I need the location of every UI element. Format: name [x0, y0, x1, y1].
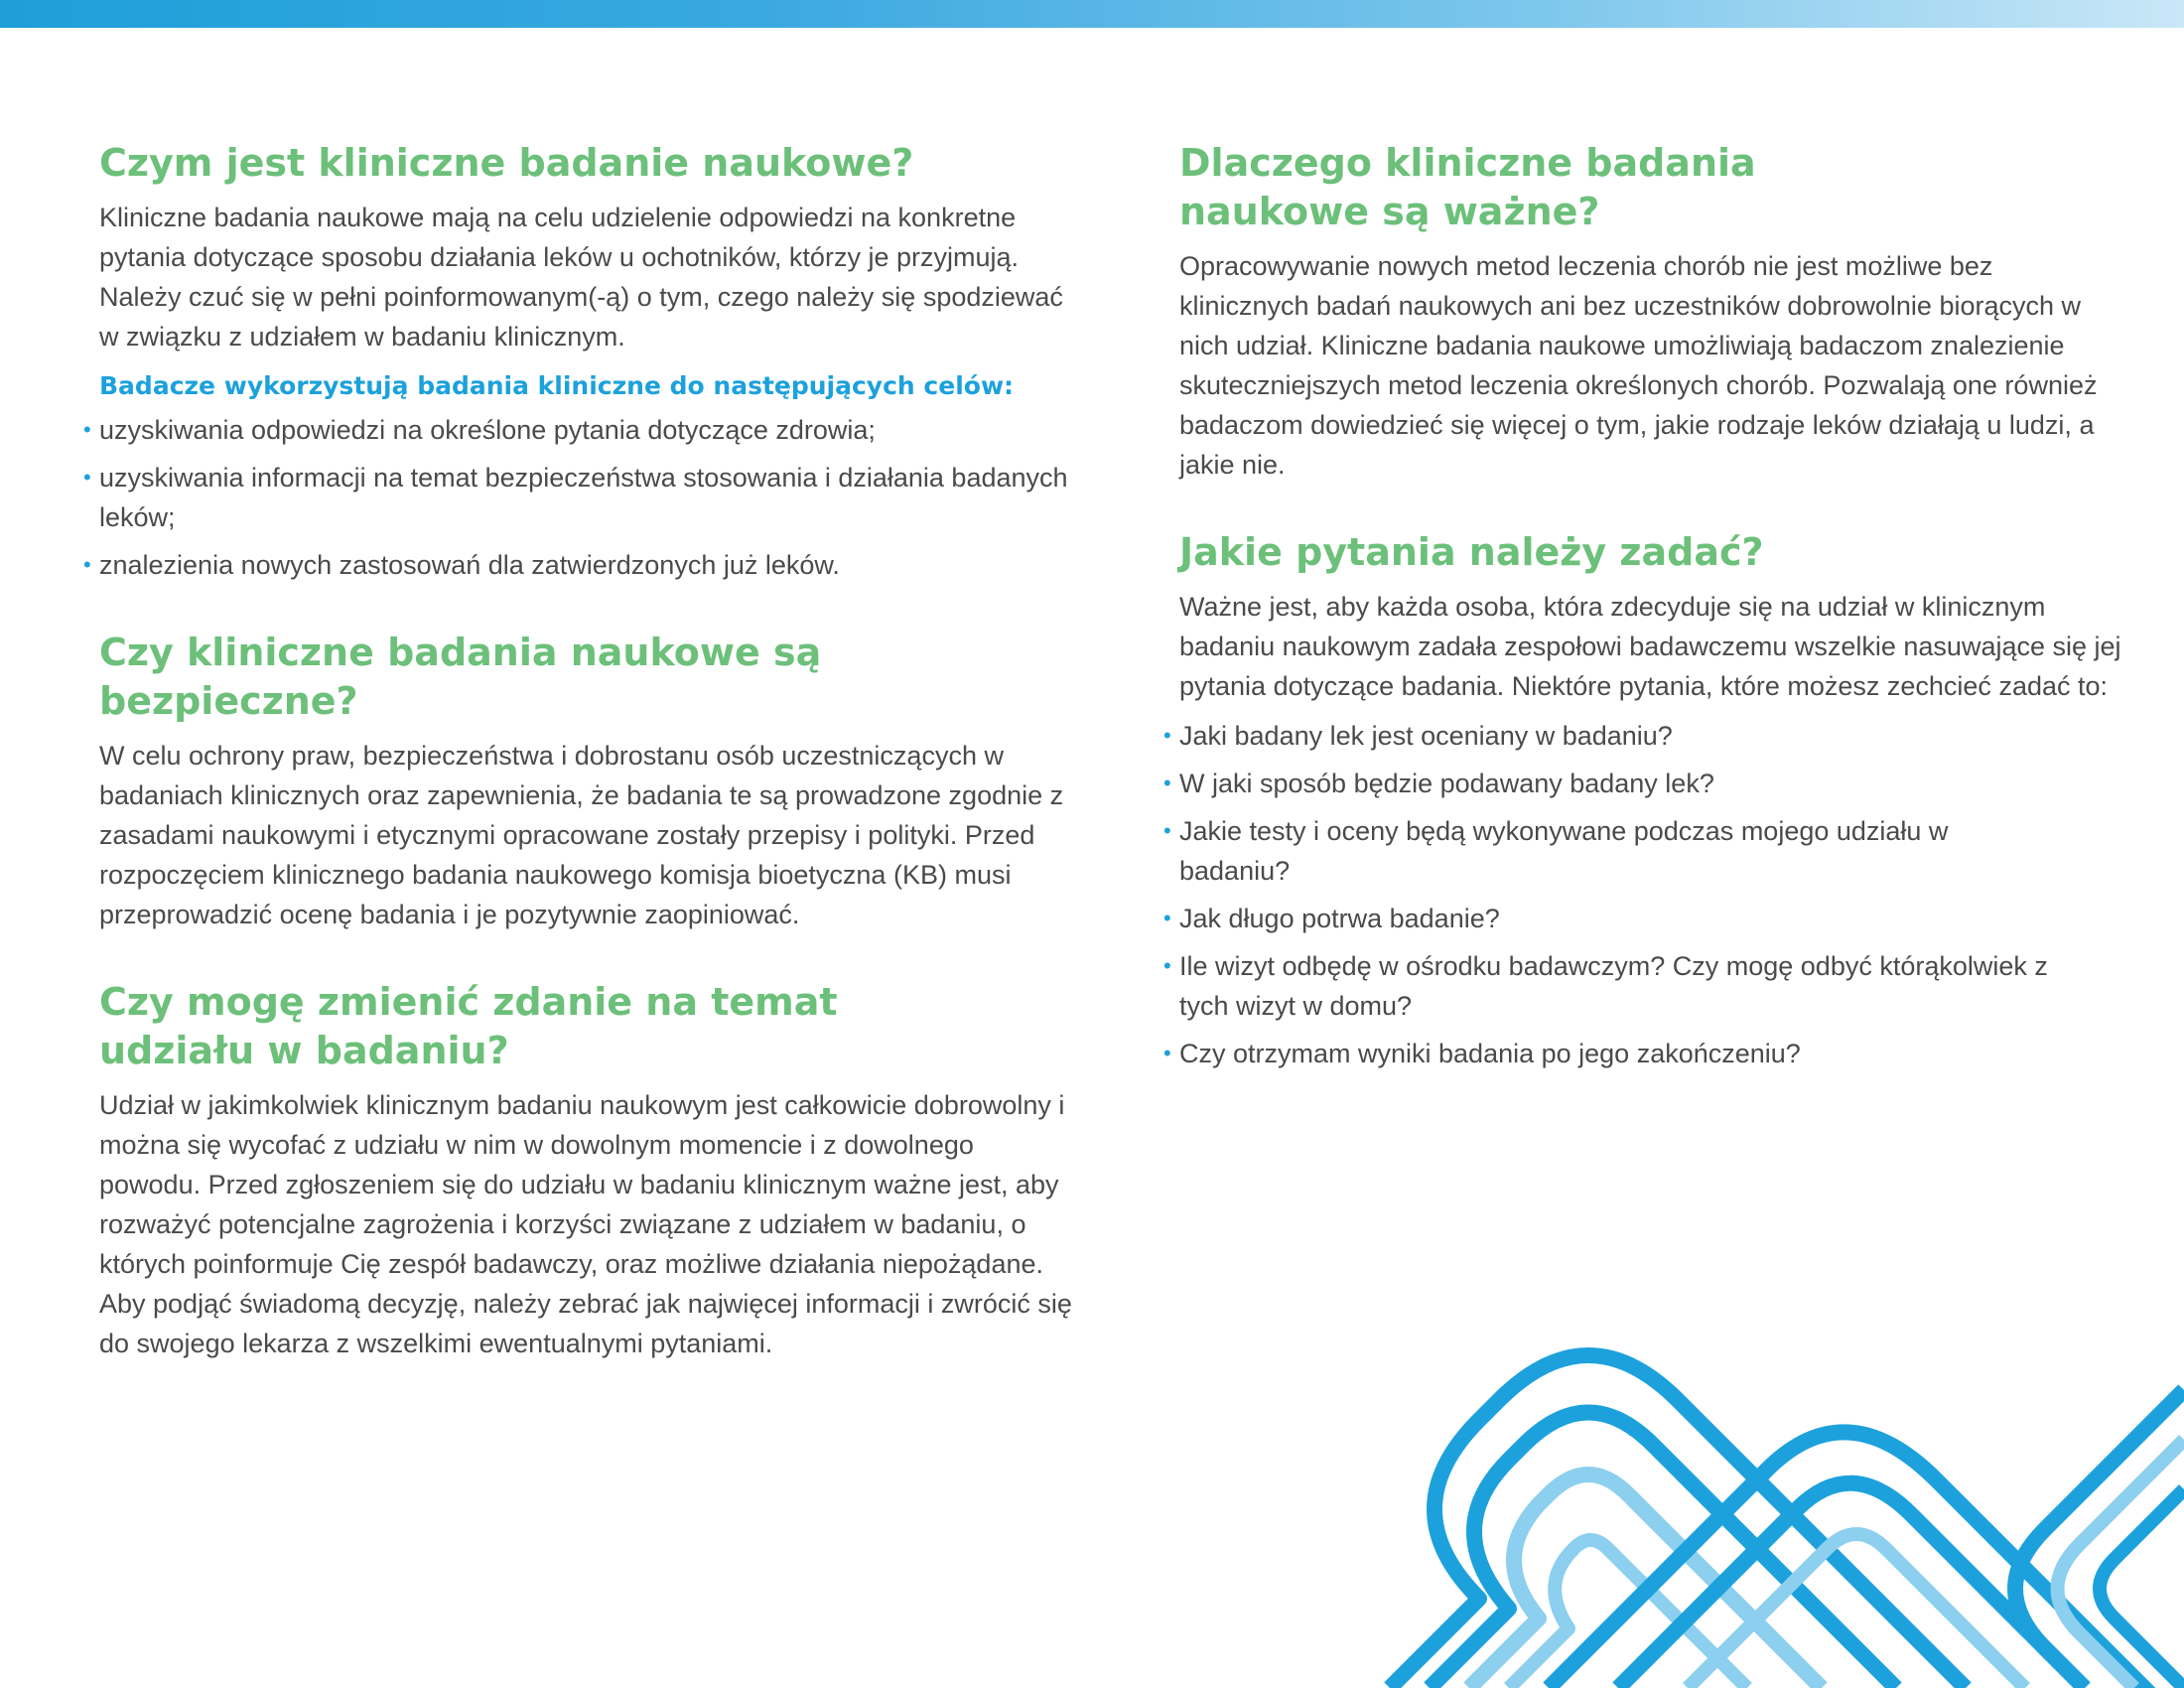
section-change-mind: [99, 978, 1077, 1363]
section-what-questions: [1179, 528, 2132, 1073]
section-body: Udział w jakimkolwiek klinicznym badaniu naukowym jest całkowicie dobrowolny i można się wycofać z udziału w nim w dowolnym momencie i z dowolnego powodu. Przed zgłoszeniem się do udziału w badaniu klinicznym ważne jest, aby rozważyć potencjalne zagrożenia i korzyści związane z udziałem w badaniu, o których poinformuje Cię zespół badawczy, oraz możliwe działania niepożądane. Aby podjąć świadomą decyzję, należy zebrać jak najwięcej informacji i zwrócić się do swojego lekarza z wszelkimi ewentualnymi pytaniami.: [99, 1090, 1072, 1358]
list-item: • W jaki sposób będzie podawany badany lek?: [1179, 764, 2132, 803]
list-item: • uzyskiwania informacji na temat bezpieczeństwa stosowania i działania badanych leków;: [99, 458, 1077, 537]
list-item: • uzyskiwania odpowiedzi na określone pytania dotyczące zdrowia;: [99, 410, 1077, 450]
section-heading: Czy mogę zmienić zdanie na temat udziału w badaniu?: [99, 980, 838, 1072]
section-body: Ważne jest, aby każda osoba, która zdecyduje się na udział w klinicznym badaniu naukowym zadała zespołowi badawczemu wszelkie nasuwające się jej pytania dotyczące badania. Niektóre pytania, które możesz zechcieć zadać to:: [1179, 592, 2121, 701]
section-heading: Czy kliniczne badania naukowe są bezpieczne?: [99, 631, 822, 723]
heart-ribbon-icon: [1330, 1241, 2184, 1688]
section-heading: Jakie pytania należy zadać?: [1179, 530, 1764, 574]
section-heading: Dlaczego kliniczne badania naukowe są ważne?: [1179, 141, 1756, 233]
list-item: • znalezienia nowych zastosowań dla zatwierdzonych już leków.: [99, 545, 1077, 585]
left-column: [99, 139, 1077, 1407]
section-why-important: [1179, 139, 2132, 485]
section-body: W celu ochrony praw, bezpieczeństwa i dobrostanu osób uczestniczących w badaniach klinicznych oraz zapewnienia, że badania te są prowadzone zgodnie z zasadami naukowymi i etycznymi opracowane zostały przepisy i polityki. Przed rozpoczęciem klinicznego badania naukowego komisja bioetyczna (KB) musi przeprowadzić ocenę badania i je pozytywnie zaopiniować.: [99, 741, 1064, 929]
right-column: [1179, 139, 2132, 1117]
list-item: • Jak długo potrwa badanie?: [1179, 899, 2132, 938]
list-item: • Jakie testy i oceny będą wykonywane podczas mojego udziału w badaniu?: [1179, 811, 2053, 891]
section-what-is-clinical-trial: [99, 139, 1077, 585]
list-item: • Ile wizyt odbędę w ośrodku badawczym? Czy mogę odbyć którąkolwiek z tych wizyt w domu?: [1179, 946, 2103, 1026]
section-body: Kliniczne badania naukowe mają na celu udzielenie odpowiedzi na konkretne pytania dotyczące sposobu działania leków u ochotników, którzy je przyjmują. Należy czuć się w pełni poinformowanym(-ą) o tym, czego należy się spodziewać w związku z udziałem w badaniu klinicznym.: [99, 203, 1063, 352]
list-item: • Czy otrzymam wyniki badania po jego zakończeniu?: [1179, 1034, 2132, 1073]
bullet-list: [1179, 716, 2132, 1073]
bullet-list: [99, 410, 1077, 585]
top-gradient-bar: [0, 0, 2184, 28]
section-subheading: Badacze wykorzystują badania kliniczne do następujących celów:: [99, 371, 1015, 400]
list-item: • Jaki badany lek jest oceniany w badaniu?: [1179, 716, 2132, 756]
section-is-it-safe: [99, 629, 1077, 934]
section-heading: Czym jest kliniczne badanie naukowe?: [99, 141, 914, 185]
section-body: Opracowywanie nowych metod leczenia chorób nie jest możliwe bez klinicznych badań naukowych ani bez uczestników dobrowolnie biorących w nich udział. Kliniczne badania naukowe umożliwiają badaczom znalezienie skuteczniejszych metod leczenia określonych chorób. Pozwalają one również badaczom dowiedzieć się więcej o tym, jakie rodzaje leków działają u ludzi, a jakie nie.: [1179, 251, 2098, 480]
